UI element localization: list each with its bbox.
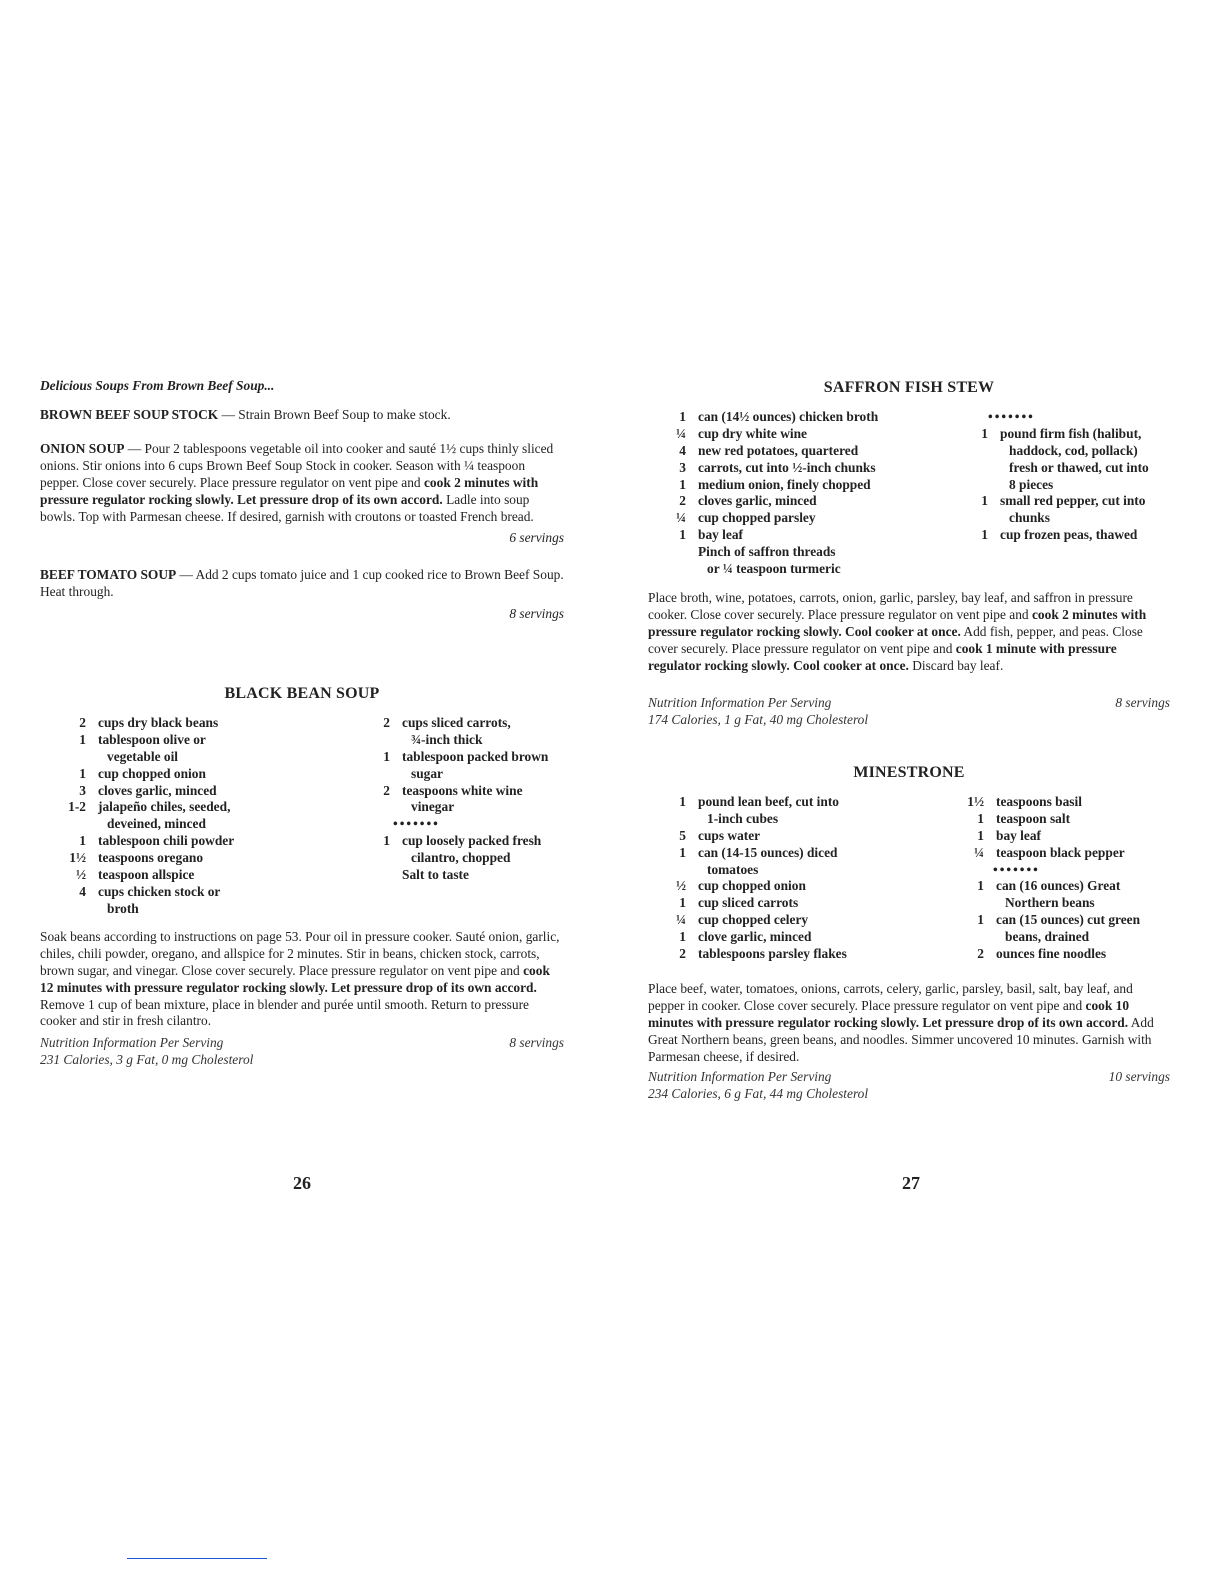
ingredient-continuation: vinegar	[411, 799, 455, 815]
ingredient-line: pound firm fish (halibut,	[1000, 425, 1142, 441]
ingredient-line: pound lean beef, cut into	[698, 794, 839, 809]
ingredient-item	[962, 828, 1168, 845]
ingredient-continuation: sugar	[411, 765, 443, 781]
ingredient-item	[46, 833, 368, 850]
ingredient-item	[668, 510, 968, 527]
ingredient-quantity: ¼	[675, 425, 686, 441]
ingredient-item	[668, 946, 962, 963]
page-number-right: 27	[902, 1173, 920, 1193]
ingredient-quantity	[668, 544, 698, 578]
ingredient-quantity: 1	[679, 844, 686, 860]
ingredient-item	[962, 946, 1168, 963]
ingredient-text	[698, 828, 962, 845]
ingredient-text	[698, 477, 968, 494]
ingredient-line: teaspoons white wine	[402, 782, 523, 798]
ingredient-continuation: deveined, minced	[107, 816, 206, 832]
ingredient-text	[698, 878, 962, 895]
servings: 8 servings	[1115, 695, 1170, 710]
ingredient-item	[668, 443, 968, 460]
ingredient-line: Salt to taste	[402, 867, 469, 883]
ingredient-text	[698, 794, 962, 828]
ingredient-item	[962, 878, 1168, 912]
ingredient-item	[968, 460, 1168, 477]
ingredient-text	[698, 426, 968, 443]
ingredient-item	[668, 493, 968, 510]
ingredient-quantity	[968, 477, 1000, 494]
ingredient-line: can (16 ounces) Great	[996, 878, 1121, 894]
ingredient-continuation: chunks	[1009, 510, 1050, 526]
ingredient-continuation: ¾-inch thick	[411, 731, 483, 747]
ingredient-quantity: 1	[981, 493, 988, 509]
ingredient-text	[698, 409, 968, 426]
ingredient-quantity: 1-2	[68, 799, 86, 815]
ingredient-text	[698, 493, 968, 510]
underline-link-mark	[127, 1558, 267, 1559]
ingredient-line: bay leaf	[996, 827, 1042, 843]
black-bean-nutrition	[40, 1035, 564, 1069]
ingredient-line: teaspoon salt	[996, 810, 1071, 826]
ingredient-line: cloves garlic, minced	[698, 493, 817, 509]
black-bean-ingredients	[40, 715, 564, 918]
ingredient-quantity: 1	[383, 833, 390, 849]
ingredient-item	[668, 929, 962, 946]
saffron-fish-stew-title: SAFFRON FISH STEW	[823, 379, 995, 396]
ingredient-text	[996, 845, 1168, 862]
ingredient-item	[668, 544, 968, 578]
ingredient-quantity: 1	[679, 409, 686, 424]
ingredient-text	[98, 732, 368, 766]
ingredient-line: cup loosely packed fresh	[402, 833, 542, 849]
ingredient-continuation: tomatoes	[707, 861, 759, 877]
ingredient-line: cups sliced carrots,	[402, 715, 511, 730]
ingredient-line: can (15 ounces) cut green	[996, 912, 1141, 928]
ingredient-continuation: beans, drained	[1005, 929, 1090, 945]
ingredient-quantity: 1	[679, 476, 686, 492]
ingredient-line: cups water	[698, 827, 761, 843]
nutrition-values: 234 Calories, 6 g Fat, 44 mg Cholesterol	[648, 1085, 869, 1101]
ingredient-quantity: 2	[79, 715, 86, 730]
nutrition-label: Nutrition Information Per Serving	[40, 1035, 224, 1050]
ingredient-quantity: 1	[981, 425, 988, 441]
ingredient-text	[402, 783, 564, 817]
ingredient-continuation: 1-inch cubes	[707, 810, 779, 826]
ingredient-text	[996, 794, 1168, 811]
black-bean-directions: Soak beans according to instructions on page 53. Pour oil in pressure cooker. Sauté onion, garlic, chiles, chili powder, oregano, and allspice for 2 minutes. Stir in beans, chicken stock, carrots, brown sugar, and vinegar. Close cover securely. Place pressure regulator on vent pipe and cook 12 minutes with pressure regulator rocking slowly. Let pressure drop of its own accord. Remove 1 cup of bean mixture, place in blender and purée until smooth. Return to pressure cooker and stir in fresh cilantro.	[40, 929, 560, 1029]
ingredient-quantity: 1	[977, 878, 984, 894]
ingredient-quantity: 1	[977, 912, 984, 928]
ingredient-text	[98, 783, 368, 800]
ingredient-text	[698, 527, 968, 544]
ingredient-item	[668, 878, 962, 895]
ingredient-line: new red potatoes, quartered	[698, 442, 859, 458]
ingredient-line: tablespoon packed brown	[402, 748, 549, 764]
ingredient-quantity: 1	[383, 748, 390, 764]
minestrone-directions: Place beef, water, tomatoes, onions, carrots, celery, garlic, parsley, basil, salt, bay leaf, and pepper in cooker. Close cover securely. Place pressure regulator on vent pipe and cook 10 minutes with pressure regulator rocking slowly. Let pressure drop of its own accord. Add Great Northern beans, green beans, and noodles. Simmer uncovered 10 minutes. Garnish with Parmesan cheese, if desired.	[648, 981, 1154, 1064]
ingredient-line: cups chicken stock or	[98, 883, 221, 899]
ingredient-continuation: broth	[107, 900, 139, 916]
ingredient-line: medium onion, finely chopped	[698, 476, 871, 492]
servings: 8 servings	[509, 1035, 564, 1050]
ingredient-line: teaspoons oregano	[98, 850, 204, 866]
ingredient-quantity: 1	[79, 765, 86, 781]
ingredient-text	[698, 460, 968, 477]
divider-dots: •••••••	[993, 861, 1040, 877]
ingredient-line: ounces fine noodles	[996, 946, 1107, 962]
ingredient-line: teaspoons basil	[996, 794, 1082, 809]
ingredient-quantity: 3	[679, 459, 686, 475]
ingredient-quantity: 1	[977, 810, 984, 826]
ingredient-item	[962, 845, 1168, 862]
ingredient-text	[98, 766, 368, 783]
ingredient-line: cup chopped onion	[698, 878, 806, 894]
ingredient-continuation: haddock, cod, pollack)	[1009, 442, 1138, 458]
servings: 10 servings	[1108, 1069, 1170, 1084]
ingredient-item	[368, 715, 564, 749]
ingredient-item	[368, 867, 564, 884]
ingredient-line: can (14-15 ounces) diced	[698, 844, 838, 860]
ingredient-quantity	[968, 460, 1000, 477]
ingredient-quantity: 3	[79, 782, 86, 798]
ingredient-quantity: 5	[679, 827, 686, 843]
ingredient-text	[98, 884, 368, 918]
ingredient-item	[46, 783, 368, 800]
ingredient-line: jalapeño chiles, seeded,	[98, 799, 231, 815]
ingredient-line: bay leaf	[698, 527, 744, 543]
ingredient-quantity: 1	[79, 731, 86, 747]
ingredient-item	[968, 477, 1168, 494]
ingredient-line: teaspoon allspice	[98, 867, 195, 883]
ingredient-item	[968, 527, 1168, 544]
ingredient-line: cup dry white wine	[698, 425, 807, 441]
ingredient-line: cups dry black beans	[98, 715, 219, 730]
ingredient-continuation: 8 pieces	[1009, 476, 1054, 492]
ingredient-quantity: 2	[679, 946, 686, 962]
servings: 6 servings	[509, 530, 564, 546]
ingredient-text	[1000, 426, 1168, 460]
ingredient-item	[668, 409, 968, 426]
ingredient-text	[698, 929, 962, 946]
ingredient-line: teaspoon black pepper	[996, 844, 1125, 860]
ingredient-continuation: cilantro, chopped	[411, 850, 511, 866]
ingredient-text	[402, 867, 564, 884]
ingredient-line: cup sliced carrots	[698, 895, 799, 911]
ingredient-item	[668, 426, 968, 443]
ingredient-quantity: 4	[79, 883, 86, 899]
ingredient-line: can (14½ ounces) chicken broth	[698, 409, 879, 424]
ingredient-quantity: 1	[679, 895, 686, 911]
ingredient-quantity: 2	[977, 946, 984, 962]
ingredient-line: tablespoons parsley flakes	[698, 946, 847, 962]
nutrition-label: Nutrition Information Per Serving	[648, 1069, 832, 1084]
ingredient-item	[968, 426, 1168, 460]
onion-soup-paragraph: ONION SOUP — Pour 2 tablespoons vegetable oil into cooker and sauté 1½ cups thinly sliced onions. Stir onions into 6 cups Brown Beef Soup Stock in cooker. Season with ¼ teaspoon pepper. Close cover securely. Place pressure regulator on vent pipe and cook 2 minutes with pressure regulator rocking slowly. Let pressure drop of its own accord. Ladle into soup bowls. Top with Parmesan cheese. If desired, garnish with croutons or toasted French bread. 6 servings	[40, 441, 564, 546]
ingredient-text	[1000, 527, 1168, 544]
ingredient-quantity: 1	[679, 794, 686, 809]
ingredient-item	[668, 477, 968, 494]
ingredient-text	[1000, 460, 1168, 477]
ingredient-text	[698, 510, 968, 527]
ingredient-quantity: ½	[675, 878, 686, 894]
ingredient-item	[962, 794, 1168, 811]
beef-tomato-soup-paragraph: BEEF TOMATO SOUP — Add 2 cups tomato juice and 1 cup cooked rice to Brown Beef Soup. Heat through. 8 servings	[40, 567, 564, 621]
intro-heading: Delicious Soups From Brown Beef Soup...	[40, 378, 275, 393]
ingredient-text	[1000, 493, 1168, 527]
ingredient-line: Pinch of saffron threads	[698, 544, 836, 560]
ingredient-line: small red pepper, cut into	[1000, 493, 1146, 509]
ingredient-item	[968, 493, 1168, 527]
ingredient-line: cup frozen peas, thawed	[1000, 527, 1138, 543]
ingredient-text	[996, 811, 1168, 828]
ingredient-item	[668, 527, 968, 544]
recipe-name: ONION SOUP	[40, 441, 125, 456]
ingredient-text	[402, 833, 564, 867]
ingredient-quantity: 1	[679, 929, 686, 945]
ingredient-quantity	[368, 867, 402, 884]
black-bean-soup-title: BLACK BEAN SOUP	[224, 685, 380, 702]
saffron-directions: Place broth, wine, potatoes, carrots, onion, garlic, parsley, bay leaf, and saffron in pressure cooker. Close cover securely. Place pressure regulator on vent pipe and cook 2 minutes with pressure regulator rocking slowly. Cool cooker at once. Add fish, pepper, and peas. Close cover securely. Place pressure regulator on vent pipe and cook 1 minute with pressure regulator rocking slowly. Cool cooker at once. Discard bay leaf.	[648, 590, 1147, 673]
ingredient-quantity: 1	[679, 527, 686, 543]
ingredient-line: carrots, cut into ½-inch chunks	[698, 459, 876, 475]
ingredient-quantity: 1½	[967, 794, 984, 809]
ingredient-continuation: Northern beans	[1005, 895, 1095, 911]
minestrone-ingredients	[648, 794, 1170, 963]
ingredient-item	[668, 845, 962, 879]
ingredient-text	[1000, 477, 1168, 494]
ingredient-column-2	[962, 794, 1168, 963]
ingredient-column-2	[368, 715, 564, 918]
minestrone-title: MINESTRONE	[853, 764, 965, 781]
ingredient-continuation: fresh or thawed, cut into	[1009, 459, 1149, 475]
ingredient-quantity: ½	[75, 867, 86, 883]
ingredient-text	[98, 833, 368, 850]
ingredient-continuation: or ¼ teaspoon turmeric	[707, 561, 841, 577]
saffron-ingredients	[648, 409, 1170, 578]
ingredient-quantity: 1½	[69, 850, 86, 866]
ingredient-text	[698, 544, 968, 578]
ingredient-quantity: 1	[79, 833, 86, 849]
ingredient-quantity: 1	[977, 827, 984, 843]
ingredient-item	[46, 884, 368, 918]
recipe-name: BEEF TOMATO SOUP	[40, 567, 177, 582]
divider-dots: •••••••	[988, 409, 1035, 424]
ingredient-item	[962, 912, 1168, 946]
ingredient-item	[962, 811, 1168, 828]
ingredient-item	[46, 850, 368, 867]
ingredient-item	[368, 833, 564, 867]
nutrition-label: Nutrition Information Per Serving	[648, 695, 832, 710]
ingredient-item	[46, 732, 368, 766]
servings: 8 servings	[509, 605, 564, 621]
ingredient-line: cup chopped celery	[698, 912, 809, 928]
ingredient-item	[46, 715, 368, 732]
ingredient-line: cup chopped onion	[98, 765, 206, 781]
ingredient-text	[996, 828, 1168, 845]
nutrition-values: 174 Calories, 1 g Fat, 40 mg Cholesterol	[648, 711, 869, 727]
ingredient-text	[98, 850, 368, 867]
ingredient-text	[402, 715, 564, 749]
ingredient-quantity: 2	[383, 782, 390, 798]
ingredient-line: tablespoon olive or	[98, 731, 206, 747]
recipe-name: BROWN BEEF SOUP STOCK	[40, 407, 219, 422]
ingredient-text	[402, 749, 564, 783]
ingredient-continuation: vegetable oil	[107, 748, 179, 764]
minestrone-nutrition	[648, 1069, 1170, 1103]
ingredient-text	[98, 715, 368, 732]
ingredient-item	[368, 783, 564, 817]
divider-dots: •••••••	[393, 816, 440, 832]
ingredient-column-1	[668, 794, 962, 963]
ingredient-line: cloves garlic, minced	[98, 782, 217, 798]
ingredient-line: clove garlic, minced	[698, 929, 812, 945]
ingredient-item	[668, 460, 968, 477]
ingredient-item	[668, 828, 962, 845]
brown-beef-stock-paragraph: BROWN BEEF SOUP STOCK — Strain Brown Beef Soup to make stock.	[40, 407, 451, 422]
ingredient-quantity: ¼	[675, 510, 686, 526]
ingredient-text	[996, 946, 1168, 963]
ingredient-item	[46, 766, 368, 783]
ingredient-line: tablespoon chili powder	[98, 833, 235, 849]
ingredient-quantity: 2	[679, 493, 686, 509]
page-number-left: 26	[293, 1173, 311, 1193]
ingredient-text	[698, 895, 962, 912]
ingredient-item	[668, 912, 962, 929]
ingredient-text	[698, 443, 968, 460]
ingredient-quantity: ¼	[973, 844, 984, 860]
saffron-nutrition	[648, 695, 1170, 729]
ingredient-quantity: 4	[679, 442, 686, 458]
ingredient-item	[46, 867, 368, 884]
ingredient-quantity: 2	[383, 715, 390, 730]
ingredient-item	[668, 794, 962, 828]
ingredient-text	[98, 867, 368, 884]
ingredient-text	[996, 878, 1168, 912]
ingredient-column-2	[968, 409, 1168, 578]
ingredient-text	[698, 845, 962, 879]
ingredient-column-1	[668, 409, 968, 578]
nutrition-values: 231 Calories, 3 g Fat, 0 mg Cholesterol	[40, 1051, 254, 1067]
ingredient-item	[368, 749, 564, 783]
ingredient-item	[668, 895, 962, 912]
ingredient-quantity: ¼	[675, 912, 686, 928]
ingredient-quantity: 1	[981, 527, 988, 543]
ingredient-text	[996, 912, 1168, 946]
ingredient-text	[698, 912, 962, 929]
ingredient-text	[698, 946, 962, 963]
ingredient-line: cup chopped parsley	[698, 510, 816, 526]
